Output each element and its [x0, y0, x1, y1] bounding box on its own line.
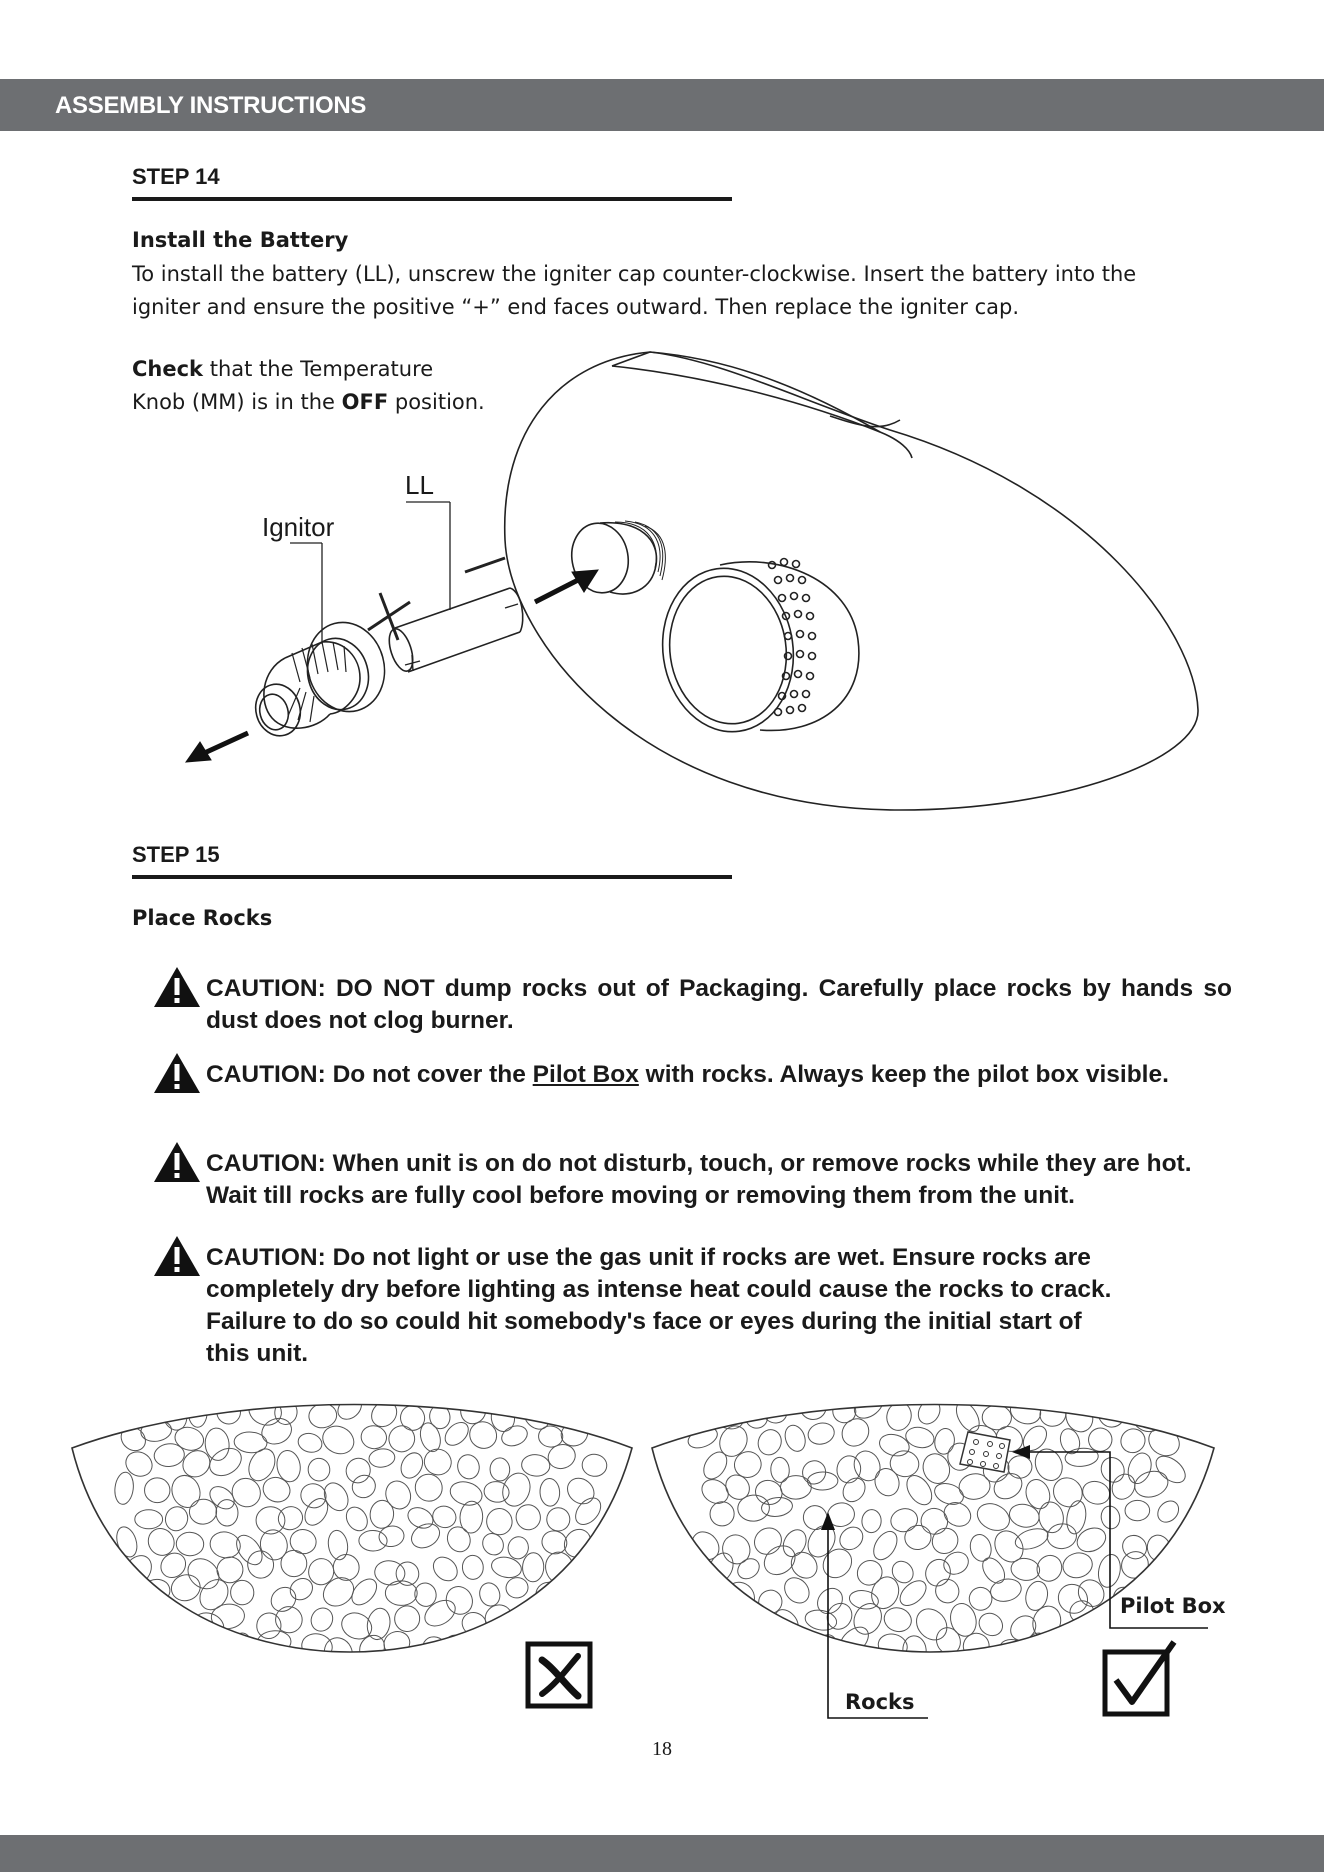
rock-pebble [112, 1578, 139, 1607]
rock-pebble [444, 1523, 475, 1555]
rock-pebble [135, 1510, 163, 1529]
rock-pebble [940, 1548, 972, 1578]
rock-pebble [738, 1611, 768, 1640]
rock-pebble [421, 1446, 455, 1479]
rock-pebble [342, 1454, 375, 1487]
rock-pebble [784, 1628, 813, 1665]
rock-pebble [359, 1530, 388, 1551]
rock-pebble [759, 1540, 801, 1580]
caution-1-text: CAUTION: DO NOT dump rocks out of Packaging. Carefully place rocks by hands so dust does not clog burner. [206, 975, 1232, 1034]
rock-pebble [430, 1503, 459, 1530]
rock-pebble [975, 1609, 1007, 1640]
rock-pebble [771, 1605, 803, 1638]
rock-pebble [498, 1469, 535, 1510]
rock-pebble [135, 1575, 174, 1610]
rock-pebble [204, 1635, 234, 1664]
rock-pebble [205, 1443, 247, 1481]
rock-pebble [275, 1503, 306, 1534]
rock-pebble [968, 1532, 994, 1563]
rock-pebble [397, 1449, 427, 1482]
rock-pebble [1006, 1611, 1041, 1645]
rock-pebble [888, 1449, 921, 1479]
rock-pebble [933, 1427, 957, 1456]
rock-pebble [931, 1575, 963, 1607]
rock-pebble [737, 1494, 770, 1522]
rock-pebble [684, 1628, 721, 1659]
caution-3 [152, 1148, 1232, 1212]
rock-pebble [113, 1524, 140, 1559]
rock-pebble [113, 1471, 135, 1505]
rock-pebble [754, 1426, 785, 1458]
check-text-3: position. [388, 390, 485, 414]
rock-pebble [1079, 1630, 1114, 1666]
rock-pebble [869, 1527, 902, 1564]
rock-pebble [489, 1402, 517, 1433]
rock-pebble [1131, 1467, 1171, 1501]
rock-pebble [233, 1431, 267, 1454]
rock-pebble [405, 1504, 437, 1532]
rock-pebble [837, 1413, 875, 1451]
caution-4 [152, 1242, 1192, 1370]
rock-pebble [799, 1394, 827, 1420]
warning-triangle-icon [152, 965, 202, 1009]
rock-pebble [210, 1603, 246, 1631]
pilot-box [960, 1432, 1010, 1472]
rock-pebble [480, 1599, 519, 1638]
caution-4-text: CAUTION: Do not light or use the gas unit if rocks are wet. Ensure rocks are completely dry before lighting as intense heat could cause the rocks to crack. Failure to do so could hit somebody's face or eyes during the initial start of this unit. [206, 1244, 1112, 1367]
rock-pebble [807, 1472, 838, 1491]
step-15-label: STEP 15 [132, 842, 220, 867]
rock-pebble [927, 1523, 963, 1559]
rock-pebble [326, 1529, 349, 1561]
rock-pebble [506, 1535, 530, 1561]
rock-pebble [1023, 1579, 1051, 1613]
rock-pebble [1080, 1478, 1113, 1508]
rock-pebble [1124, 1450, 1155, 1487]
rock-pebble [342, 1503, 371, 1534]
label-pilot-box: Pilot Box [1120, 1594, 1226, 1618]
rock-pebble [1097, 1454, 1128, 1486]
rock-pebble [429, 1552, 462, 1585]
rock-pebble [710, 1609, 737, 1635]
rock-pebble [554, 1603, 575, 1636]
rock-pebble [918, 1505, 951, 1538]
check-off: OFF [341, 390, 389, 414]
caution-1 [152, 973, 1232, 1037]
check-box-icon [1105, 1642, 1174, 1714]
rock-pebble [921, 1555, 954, 1590]
rock-pebble [366, 1396, 401, 1432]
rock-pebble [867, 1573, 903, 1613]
rock-pebble [216, 1499, 238, 1526]
rock-pebble [754, 1586, 787, 1619]
rock-pebble [1048, 1472, 1089, 1513]
rock-pebble [519, 1602, 561, 1643]
step-14-heading: Install the Battery [132, 228, 349, 252]
page-section-title: ASSEMBLY INSTRUCTIONS [55, 92, 367, 119]
rock-pebble [466, 1624, 498, 1656]
rock-pebble [914, 1396, 944, 1428]
rock-pebble [142, 1628, 166, 1659]
rock-pebble [128, 1401, 152, 1428]
rock-pebble [1108, 1629, 1142, 1660]
rock-pebble [382, 1477, 415, 1512]
rock-pebble [266, 1582, 300, 1616]
rock-pebble [919, 1450, 954, 1488]
rock-pebble [721, 1470, 754, 1504]
rock-pebble [348, 1471, 379, 1502]
label-ignitor: Ignitor [262, 512, 335, 542]
rock-pebble [307, 1604, 336, 1634]
rock-pebble [464, 1416, 502, 1453]
rock-pebble [566, 1394, 603, 1434]
rock-pebble [307, 1457, 331, 1482]
rock-pebble [758, 1394, 792, 1428]
step-14-body-line-1: To install the battery (LL), unscrew the igniter cap counter-clockwise. Insert the battery into the [132, 262, 1137, 286]
rock-pebble [574, 1556, 603, 1582]
check-text-1: that the Temperature [203, 357, 434, 381]
rock-pebble [393, 1604, 421, 1632]
rock-pebble [300, 1494, 332, 1529]
rock-pebble [167, 1471, 204, 1511]
rock-pebble [687, 1527, 725, 1565]
rock-pebble [172, 1424, 206, 1454]
step-15-rule [132, 875, 732, 879]
rock-pebble [296, 1431, 324, 1455]
rock-pebble [1073, 1575, 1109, 1612]
rock-pebble [413, 1581, 439, 1609]
rock-pebble [318, 1421, 358, 1459]
rock-pebble [731, 1448, 765, 1481]
rock-pebble [368, 1447, 396, 1468]
label-rocks: Rocks [845, 1690, 915, 1714]
rock-pebble [852, 1555, 887, 1590]
rock-pebble [686, 1570, 723, 1607]
rock-pebble [861, 1509, 881, 1533]
rock-pebble [542, 1549, 578, 1588]
rock-pebble [581, 1453, 608, 1477]
rock-pebble [910, 1603, 953, 1646]
rock-pebble [477, 1580, 503, 1608]
rock-pebble [559, 1524, 596, 1562]
check-text-2: Knob (MM) is in the [132, 390, 342, 414]
rock-pebble [839, 1474, 870, 1506]
rock-pebble [1116, 1424, 1149, 1457]
rock-pebble [1033, 1551, 1067, 1585]
rock-pebble [300, 1631, 335, 1661]
rock-pebble [848, 1588, 880, 1611]
rock-pebble [741, 1401, 772, 1432]
rock-pebble [750, 1627, 790, 1664]
rock-pebble [506, 1630, 540, 1665]
rock-pebble [988, 1576, 1023, 1604]
rock-pebble [122, 1447, 157, 1481]
rock-pebble [504, 1576, 529, 1600]
rock-pebble [256, 1630, 291, 1655]
rock-pebble [782, 1422, 809, 1454]
rock-pebble [806, 1420, 837, 1447]
rock-pebble [1022, 1476, 1053, 1511]
footer-bar [0, 1835, 1324, 1872]
rock-pebble [973, 1499, 1014, 1536]
rock-pebble [989, 1468, 1026, 1503]
rock-pebble [850, 1447, 884, 1484]
rock-pebble [996, 1635, 1035, 1669]
rock-pebble [188, 1397, 207, 1427]
rock-pebble [359, 1423, 389, 1451]
x-box-icon [528, 1644, 590, 1706]
rock-pebble [718, 1531, 754, 1568]
rock-pebble [770, 1457, 790, 1483]
rock-pebble [369, 1499, 395, 1529]
rock-pebble [1060, 1550, 1095, 1581]
rock-pebble [160, 1611, 189, 1641]
rock-pebble [207, 1529, 243, 1562]
rock-pebble [562, 1473, 599, 1509]
rock-pebble [455, 1452, 482, 1481]
rock-pebble [153, 1442, 185, 1468]
rock-pebble [1144, 1532, 1174, 1565]
rock-pebble [333, 1392, 365, 1424]
rock-pebble [1010, 1557, 1041, 1583]
rock-pebble [1159, 1556, 1192, 1587]
label-ll: LL [405, 470, 434, 500]
rock-pebble [1007, 1501, 1042, 1530]
rock-pebble [539, 1478, 560, 1507]
rock-pebble [176, 1532, 205, 1557]
step-14-label: STEP 14 [132, 164, 220, 189]
rock-pebble [835, 1454, 863, 1484]
rock-pebble [1025, 1632, 1051, 1664]
rock-pebble [514, 1503, 543, 1532]
caution-3-text: CAUTION: When unit is on do not disturb, touch, or remove rocks while they are hot. Wait till rocks are fully cool before moving or removing them from the unit. [206, 1150, 1192, 1209]
caution-2-text [206, 1059, 1232, 1091]
rock-pebble [1151, 1451, 1190, 1488]
rock-pebble [489, 1457, 510, 1481]
warning-triangle-icon [152, 1140, 202, 1184]
rock-pebble [989, 1526, 1028, 1568]
rock-pebble [699, 1448, 731, 1483]
rock-pebble [957, 1472, 991, 1501]
rock-pebble [572, 1606, 605, 1642]
caution-2 [152, 1059, 1232, 1091]
rock-pebble [871, 1465, 902, 1499]
step-14-rule [132, 197, 732, 201]
rock-pebble [144, 1478, 170, 1503]
rock-pebble [903, 1524, 932, 1551]
rock-pebble [1085, 1424, 1116, 1454]
rock-pebble [490, 1554, 524, 1580]
rock-pebble [485, 1507, 513, 1536]
rock-pebble [162, 1504, 190, 1534]
page-number: 18 [652, 1738, 672, 1760]
caution-2-text-b: with rocks. Always keep the pilot box visible. [638, 1061, 1169, 1088]
rock-pebble [338, 1608, 376, 1643]
rock-pebble [1007, 1395, 1044, 1428]
rock-pebble [174, 1635, 202, 1666]
rock-pebble [447, 1478, 484, 1508]
rock-pebble [246, 1549, 276, 1580]
caution-2-text-a: CAUTION: Do not cover the [206, 1061, 533, 1088]
warning-triangle-icon [152, 1051, 202, 1095]
rock-pebble [889, 1506, 920, 1534]
pilot-box-underlined: Pilot Box [532, 1061, 639, 1088]
rock-pebble [519, 1400, 553, 1434]
rock-pebble [904, 1425, 936, 1451]
rock-pebble [462, 1555, 484, 1580]
rock-pebble [182, 1553, 225, 1595]
rock-pebble [685, 1424, 720, 1452]
rock-pebble [895, 1576, 930, 1610]
rock-pebble [110, 1631, 146, 1668]
rock-pebble [385, 1581, 417, 1606]
rock-pebble [483, 1480, 511, 1504]
rock-pebble [156, 1548, 191, 1583]
rock-pebble [849, 1386, 888, 1424]
rock-pebble [952, 1398, 984, 1435]
rock-pebble [347, 1574, 381, 1609]
step-15-heading: Place Rocks [132, 906, 273, 930]
rock-pebble [381, 1628, 413, 1658]
rock-pebble [320, 1479, 353, 1515]
rock-pebble [1064, 1447, 1099, 1468]
rock-pebble [288, 1527, 319, 1556]
rock-pebble [1125, 1500, 1150, 1521]
warning-triangle-icon [152, 1234, 202, 1278]
rock-pebble [1154, 1497, 1183, 1527]
rock-pebble [230, 1580, 255, 1606]
rock-pebble [704, 1549, 737, 1586]
rock-pebble [902, 1635, 928, 1666]
rock-pebble [521, 1453, 551, 1477]
rock-pebble [194, 1574, 234, 1615]
rock-pebble [440, 1630, 478, 1666]
rock-pebble [1050, 1627, 1082, 1665]
step-14-body-line-2: igniter and ensure the positive “+” end faces outward. Then replace the igniter cap. [132, 295, 1020, 319]
rock-pebble [876, 1631, 910, 1661]
rock-pebble [734, 1555, 763, 1583]
rock-pebble [1073, 1523, 1109, 1556]
rock-pebble [881, 1604, 914, 1635]
rock-pebble [256, 1612, 282, 1639]
rock-placement-figure [0, 1380, 1324, 1740]
rock-pebble [1038, 1401, 1067, 1429]
rock-pebble [566, 1585, 594, 1615]
rock-pebble [420, 1595, 460, 1631]
igniter-battery-diagram [0, 340, 1324, 820]
rock-pebble [718, 1632, 753, 1669]
rock-pebble [1151, 1392, 1185, 1429]
rock-pebble [499, 1422, 530, 1449]
rock-pebble [721, 1577, 761, 1617]
rock-pebble [780, 1475, 811, 1499]
rock-pebble [1097, 1398, 1126, 1428]
rock-pebble [286, 1574, 317, 1604]
rock-pebble [978, 1554, 1009, 1587]
rock-pebble [129, 1605, 159, 1639]
rock-pebble [522, 1552, 544, 1582]
rock-pebble [544, 1505, 572, 1533]
check-bold: Check [132, 357, 204, 381]
